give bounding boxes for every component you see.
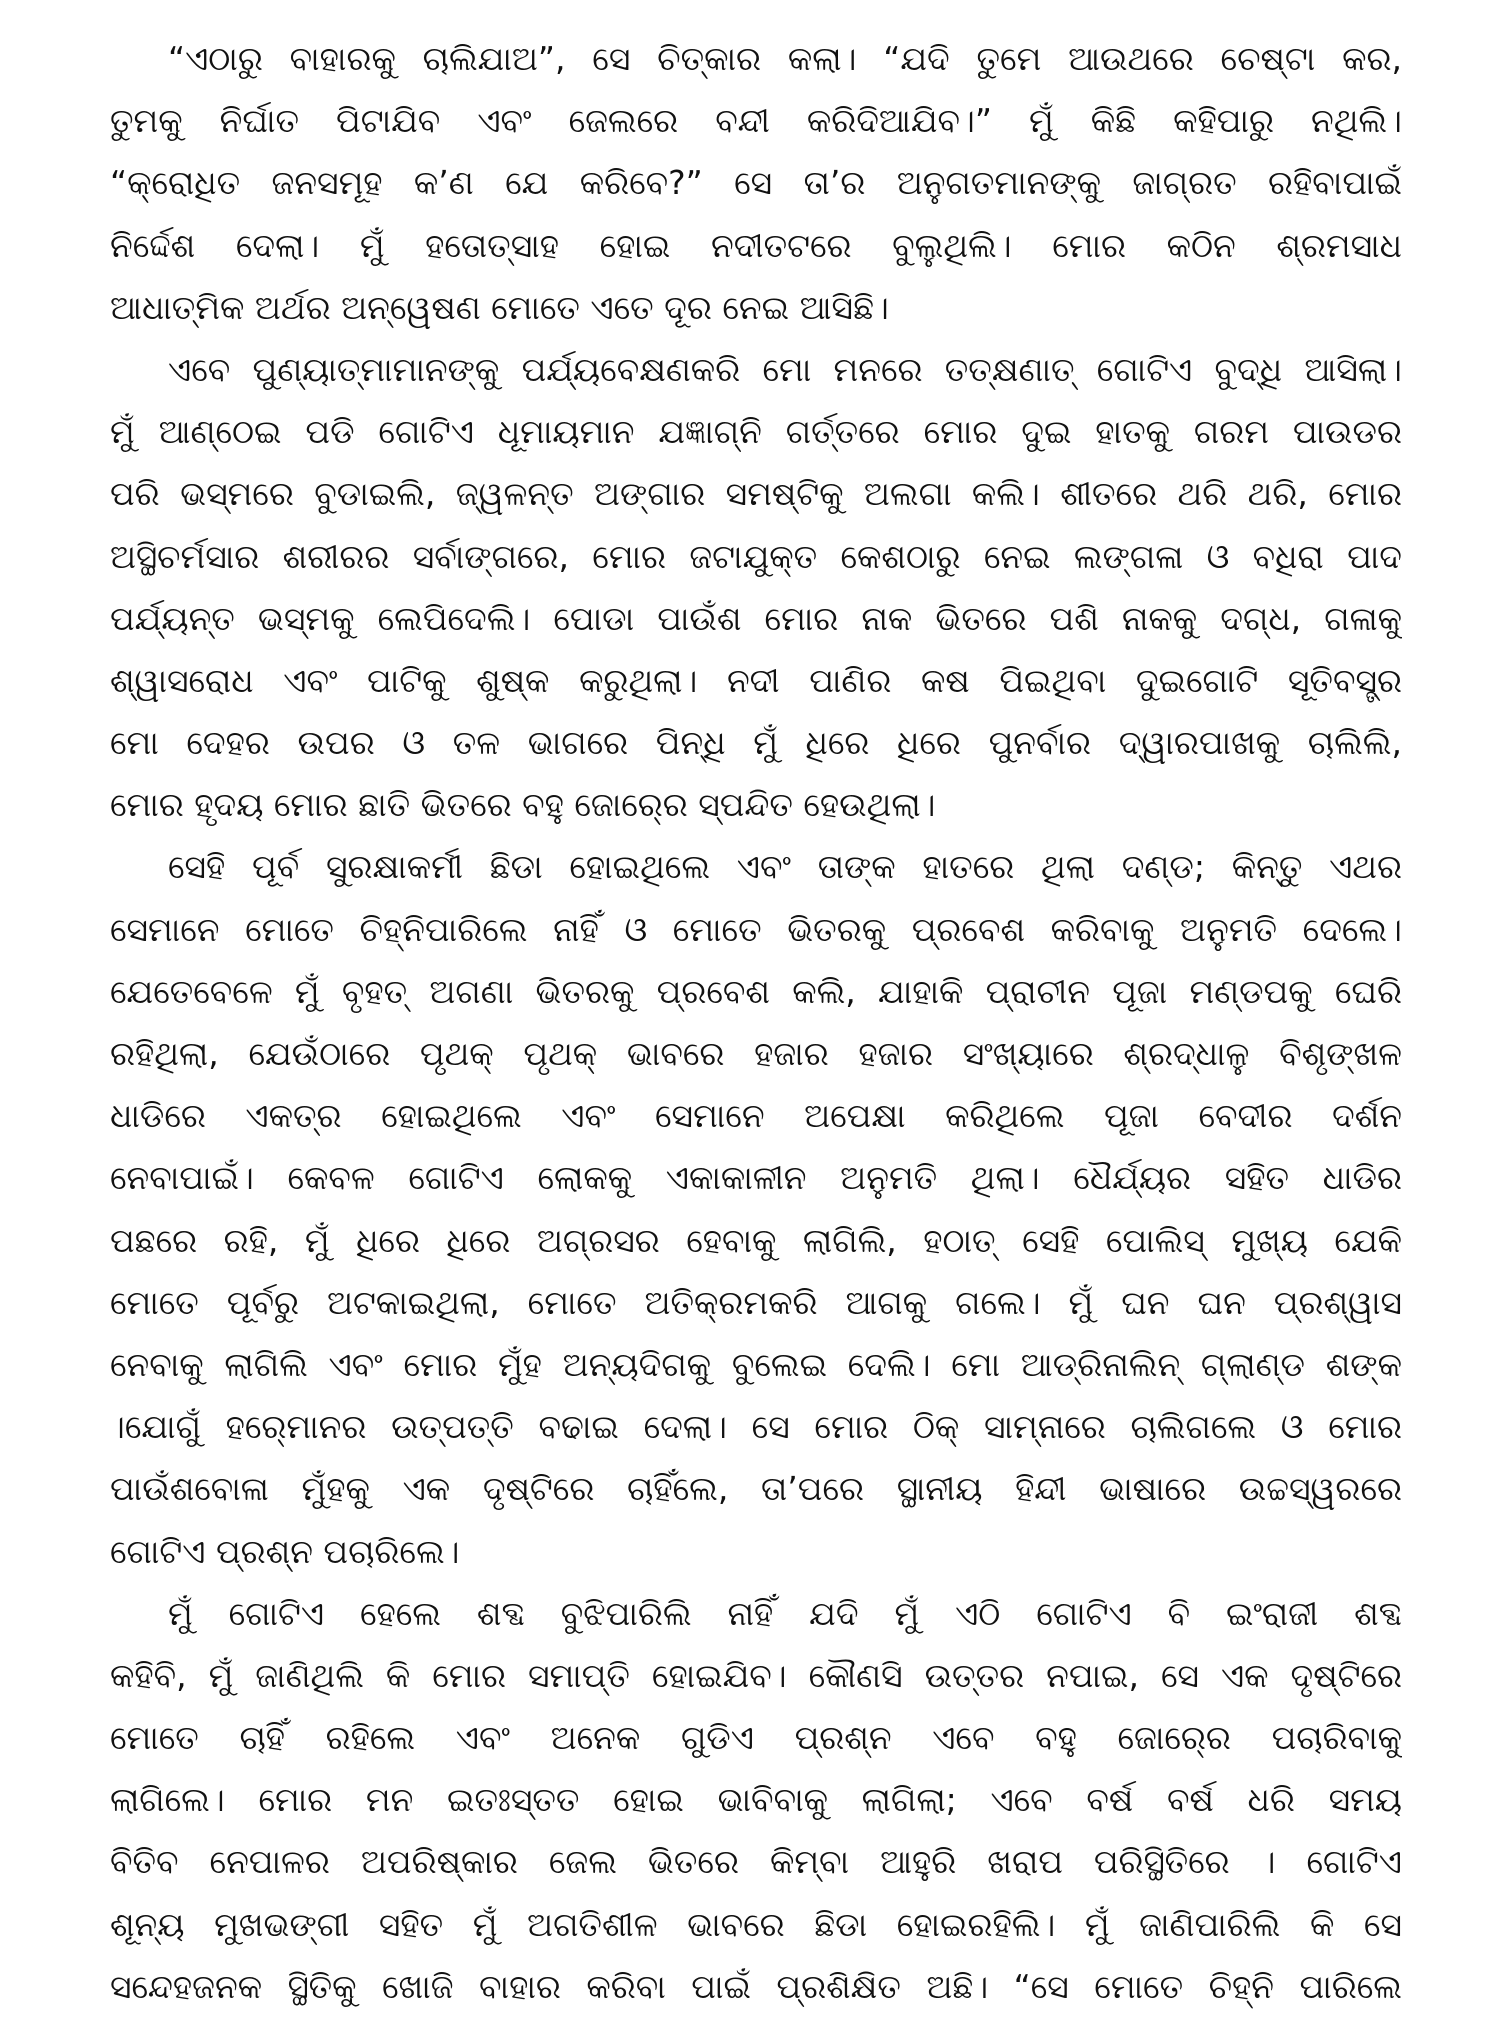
text-line: “ଏଠାରୁ ବାହାରକୁ ଚାଲିଯାଅ”, ସେ ଚିତ୍କାର କଲା। “ଯଦି ତୁମେ ଆଉଥରେ ଚେଷ୍ଟା କର, <box>168 39 1402 78</box>
text-line: ପଛରେ ରହି, ମୁଁ ଧିରେ ଧିରେ ଅଗ୍ରସର ହେବାକୁ ଲାଗିଲି, ହଠାତ୍‍ ସେହି ପୋଲିସ୍‍ ମୁଖ୍ୟ ଯେକି <box>110 1220 1402 1260</box>
paragraph-3 <box>110 836 1402 1582</box>
document-page <box>110 28 1402 2018</box>
text-line: ଆଧାତ୍ମିକ ଅର୍ଥର ଅନ୍ୱେଷଣ ମୋତେ ଏତେ ଦୂର ନେଇ ଆସିଛି। <box>110 287 889 327</box>
text-line: ଅସ୍ଥିଚର୍ମସାର ଶରୀରର ସର୍ବାଙ୍ଗରେ, ମୋର ଜଟାଯୁକ୍ତ କେଶଠାରୁ ନେଇ ଲଙ୍ଗଳା ଓ ବଧିରା ପାଦ <box>110 536 1402 576</box>
text-line: “କ୍ରୋଧିତ ଜନସମୂହ କ’ଣ ଯେ କରିବେ?” ସେ ତା’ର ଅନୁଗତମାନଙ୍କୁ ଜାଗ୍ରତ ରହିବାପାଇଁ <box>110 163 1402 203</box>
text-line: ପର୍ଯ୍ୟନ୍ତ ଭସ୍ମକୁ ଲେପିଦେଲି। ପୋଡା ପାଉଁଶ ମୋର ନାକ ଭିତରେ ପଶି ନାକକୁ ଦଗ୍ଧ, ଗଳାକୁ <box>110 598 1402 638</box>
text-line: ମୁଁ ଗୋଟିଏ ହେଲେ ଶବ୍ଦ ବୁଝିପାରିଲି ନାହିଁ ଯଦି ମୁଁ ଏଠି ଗୋଟିଏ ବି ଇଂରାଜୀ ଶବ୍ଦ <box>168 1593 1402 1633</box>
text-line: ଧାଡିରେ ଏକତ୍ର ହୋଇଥିଲେ ଏବଂ ସେମାନେ ଅପେକ୍ଷା କରିଥିଲେ ପୂଜା ବେଦୀର ଦର୍ଶନ <box>110 1096 1402 1136</box>
text-line: ଏବେ ପୁଣ୍ୟାତ୍ମାମାନଙ୍କୁ ପର୍ଯ୍ୟବେକ୍ଷଣକରି ମୋ ମନରେ ତତ୍‍କ୍ଷଣାତ୍‍ ଗୋଟିଏ ବୁଦ୍ଧି ଆସିଲା। <box>168 349 1402 389</box>
text-line: ତୁମକୁ ନିର୍ଘାତ ପିଟାଯିବ ଏବଂ ଜେଲରେ ବନ୍ଦୀ କରିଦିଆଯିବ।” ମୁଁ କିଛି କହିପାରୁ ନଥିଲି। <box>110 101 1402 141</box>
text-line: ନିର୍ଦ୍ଦେଶ ଦେଲା। ମୁଁ ହତୋତ୍ସାହ ହୋଇ ନଦୀତଟରେ ବୁଲୁଥିଲି। ମୋର କଠିନ ଶ୍ରମସାଧ <box>110 225 1402 265</box>
text-line: ରହିଥିଲା, ଯେଉଁଠାରେ ପୃଥକ୍‍ ପୃଥକ୍‍ ଭାବରେ ହଜାର ହଜାର ସଂଖ୍ୟାରେ ଶ୍ରଦ୍ଧାଳୁ ବିଶୃଙ୍ଖଳ <box>110 1034 1402 1073</box>
text-line: ମୁଁ ଆଣ୍ଠେଇ ପଡି ଗୋଟିଏ ଧୂମାୟମାନ ଯଜ୍ଞାଗ୍ନି ଗର୍ତ୍ତରେ ମୋର ଦୁଇ ହାତକୁ ଗରମ ପାଉଡର <box>110 412 1402 452</box>
text-line: ମୋତେ ଚାହିଁ ରହିଲେ ଏବଂ ଅନେକ ଗୁଡିଏ ପ୍ରଶ୍ନ ଏବେ ବହୁ ଜୋର୍‍ରେ ପଚାରିବାକୁ <box>110 1718 1402 1758</box>
text-line: ମୋର ହୃଦୟ ମୋର ଛାତି ଭିତରେ ବହୁ ଜୋର୍‍ରେ ସ୍ପନ୍ଦିତ ହେଉଥିଲା। <box>110 785 936 825</box>
text-line: କହିବି, ମୁଁ ଜାଣିଥିଲି କି ମୋର ସମାପ୍ତି ହୋଇଯିବ। କୌଣସି ଉତ୍ତର ନପାଇ, ସେ ଏକ ଦୃଷ୍ଟିରେ <box>110 1655 1402 1695</box>
paragraph-2 <box>110 339 1402 837</box>
text-line: ପରି ଭସ୍ମରେ ବୁଡାଇଲି, ଜ୍ୱଳନ୍ତ ଅଙ୍ଗାର ସମଷ୍ଟିକୁ ଅଲଗା କଲି। ଶୀତରେ ଥରି ଥରି, ମୋର <box>110 474 1402 514</box>
text-line: ସେମାନେ ମୋତେ ଚିହ୍ନିପାରିଲେ ନାହିଁ ଓ ମୋତେ ଭିତରକୁ ପ୍ରବେଶ କରିବାକୁ ଅନୁମତି ଦେଲେ। <box>110 909 1402 949</box>
paragraph-1 <box>110 28 1402 339</box>
text-line: ବିତିବ ନେପାଳର ଅପରିଷ୍କାର ଜେଲ ଭିତରେ କିମ୍ବା ଆହୁରି ଖରାପ ପରିସ୍ଥିତିରେ । ଗୋଟିଏ <box>110 1842 1402 1882</box>
text-line: ଯେତେବେଳେ ମୁଁ ବୃହତ୍‍ ଅଗଣା ଭିତରକୁ ପ୍ରବେଶ କଲି, ଯାହାକି ପ୍ରାଚୀନ ପୂଜା ମଣ୍ଡପକୁ ଘେରି <box>110 971 1402 1011</box>
text-line: ମୋତେ ପୂର୍ବରୁ ଅଟକାଇଥିଲା, ମୋତେ ଅତିକ୍ରମକରି ଆଗକୁ ଗଲେ। ମୁଁ ଘନ ଘନ ପ୍ରଶ୍ୱାସ <box>110 1282 1402 1322</box>
text-line: ନେବାପାଇଁ। କେବଳ ଗୋଟିଏ ଲୋକକୁ ଏକାକାଳୀନ ଅନୁମତି ଥିଲା। ଧୈର୍ଯ୍ୟର ସହିତ ଧାଡିର <box>110 1158 1402 1198</box>
text-line: ଶୂନ୍ୟ ମୁଖଭଙ୍ଗୀ ସହିତ ମୁଁ ଅଗତିଶୀଳ ଭାବରେ ଛିଡା ହୋଇରହିଲି। ମୁଁ ଜାଣିପାରିଲି କି ସେ <box>110 1904 1402 1944</box>
text-line: ।ଯୋଗୁଁ ହର୍‍ମୋନର ଉତ୍ପତ୍ତି ବଢାଇ ଦେଲା। ସେ ମୋର ଠିକ୍‍ ସାମ୍ନାରେ ଚାଲିଗଲେ ଓ ମୋର <box>110 1407 1402 1447</box>
text-line: ମୋ ଦେହର ଉପର ଓ ତଳ ଭାଗରେ ପିନ୍ଧି ମୁଁ ଧିରେ ଧିରେ ପୁନର୍ବାର ଦ୍ୱାରପାଖକୁ ଚାଲିଲି, <box>110 723 1402 763</box>
paragraph-4 <box>110 1583 1402 2018</box>
text-line: ଗୋଟିଏ ପ୍ରଶ୍ନ ପଚାରିଲେ। <box>110 1531 460 1571</box>
text-line: ଶ୍ୱାସରୋଧ ଏବଂ ପାଟିକୁ ଶୁଷ୍କ କରୁଥିଲା। ନଦୀ ପାଣିର କଷ ପିଇଥିବା ଦୁଇଗୋଟି ସୂତିବସ୍ତ୍ର <box>110 660 1402 700</box>
text-line: ନେବାକୁ ଲାଗିଲି ଏବଂ ମୋର ମୁଁହ ଅନ୍ୟଦିଗକୁ ବୁଲେଇ ଦେଲି। ମୋ ଆଡ୍ରିନାଲିନ୍‍ ଗ୍ଲାଣ୍ଡ ଶଙ୍କ <box>110 1344 1402 1384</box>
text-line: ସେହି ପୂର୍ବ ସୁରକ୍ଷାକର୍ମୀ ଛିଡା ହୋଇଥିଲେ ଏବଂ ତାଙ୍କ ହାତରେ ଥିଲା ଦଣ୍ଡ; କିନ୍ତୁ ଏଥର <box>168 847 1402 887</box>
text-line: ସନ୍ଦେହଜନକ ସ୍ଥିତିକୁ ଖୋଜି ବାହାର କରିବା ପାଇଁ ପ୍ରଶିକ୍ଷିତ ଅଛି। “ସେ ମୋତେ ଚିହ୍ନି ପାରିଲେ <box>110 1966 1402 2006</box>
text-line: ଲାଗିଲେ। ମୋର ମନ ଇତଃସ୍ତତ ହୋଇ ଭାବିବାକୁ ଲାଗିଲା; ଏବେ ବର୍ଷ ବର୍ଷ ଧରି ସମୟ <box>110 1780 1402 1820</box>
text-line: ପାଉଁଶବୋଳା ମୁଁହକୁ ଏକ ଦୃଷ୍ଟିରେ ଚାହିଁଲେ, ତା’ପରେ ସ୍ଥାନୀୟ ହିନ୍ଦୀ ଭାଷାରେ ଉଚ୍ଚସ୍ୱରରେ <box>110 1469 1402 1509</box>
